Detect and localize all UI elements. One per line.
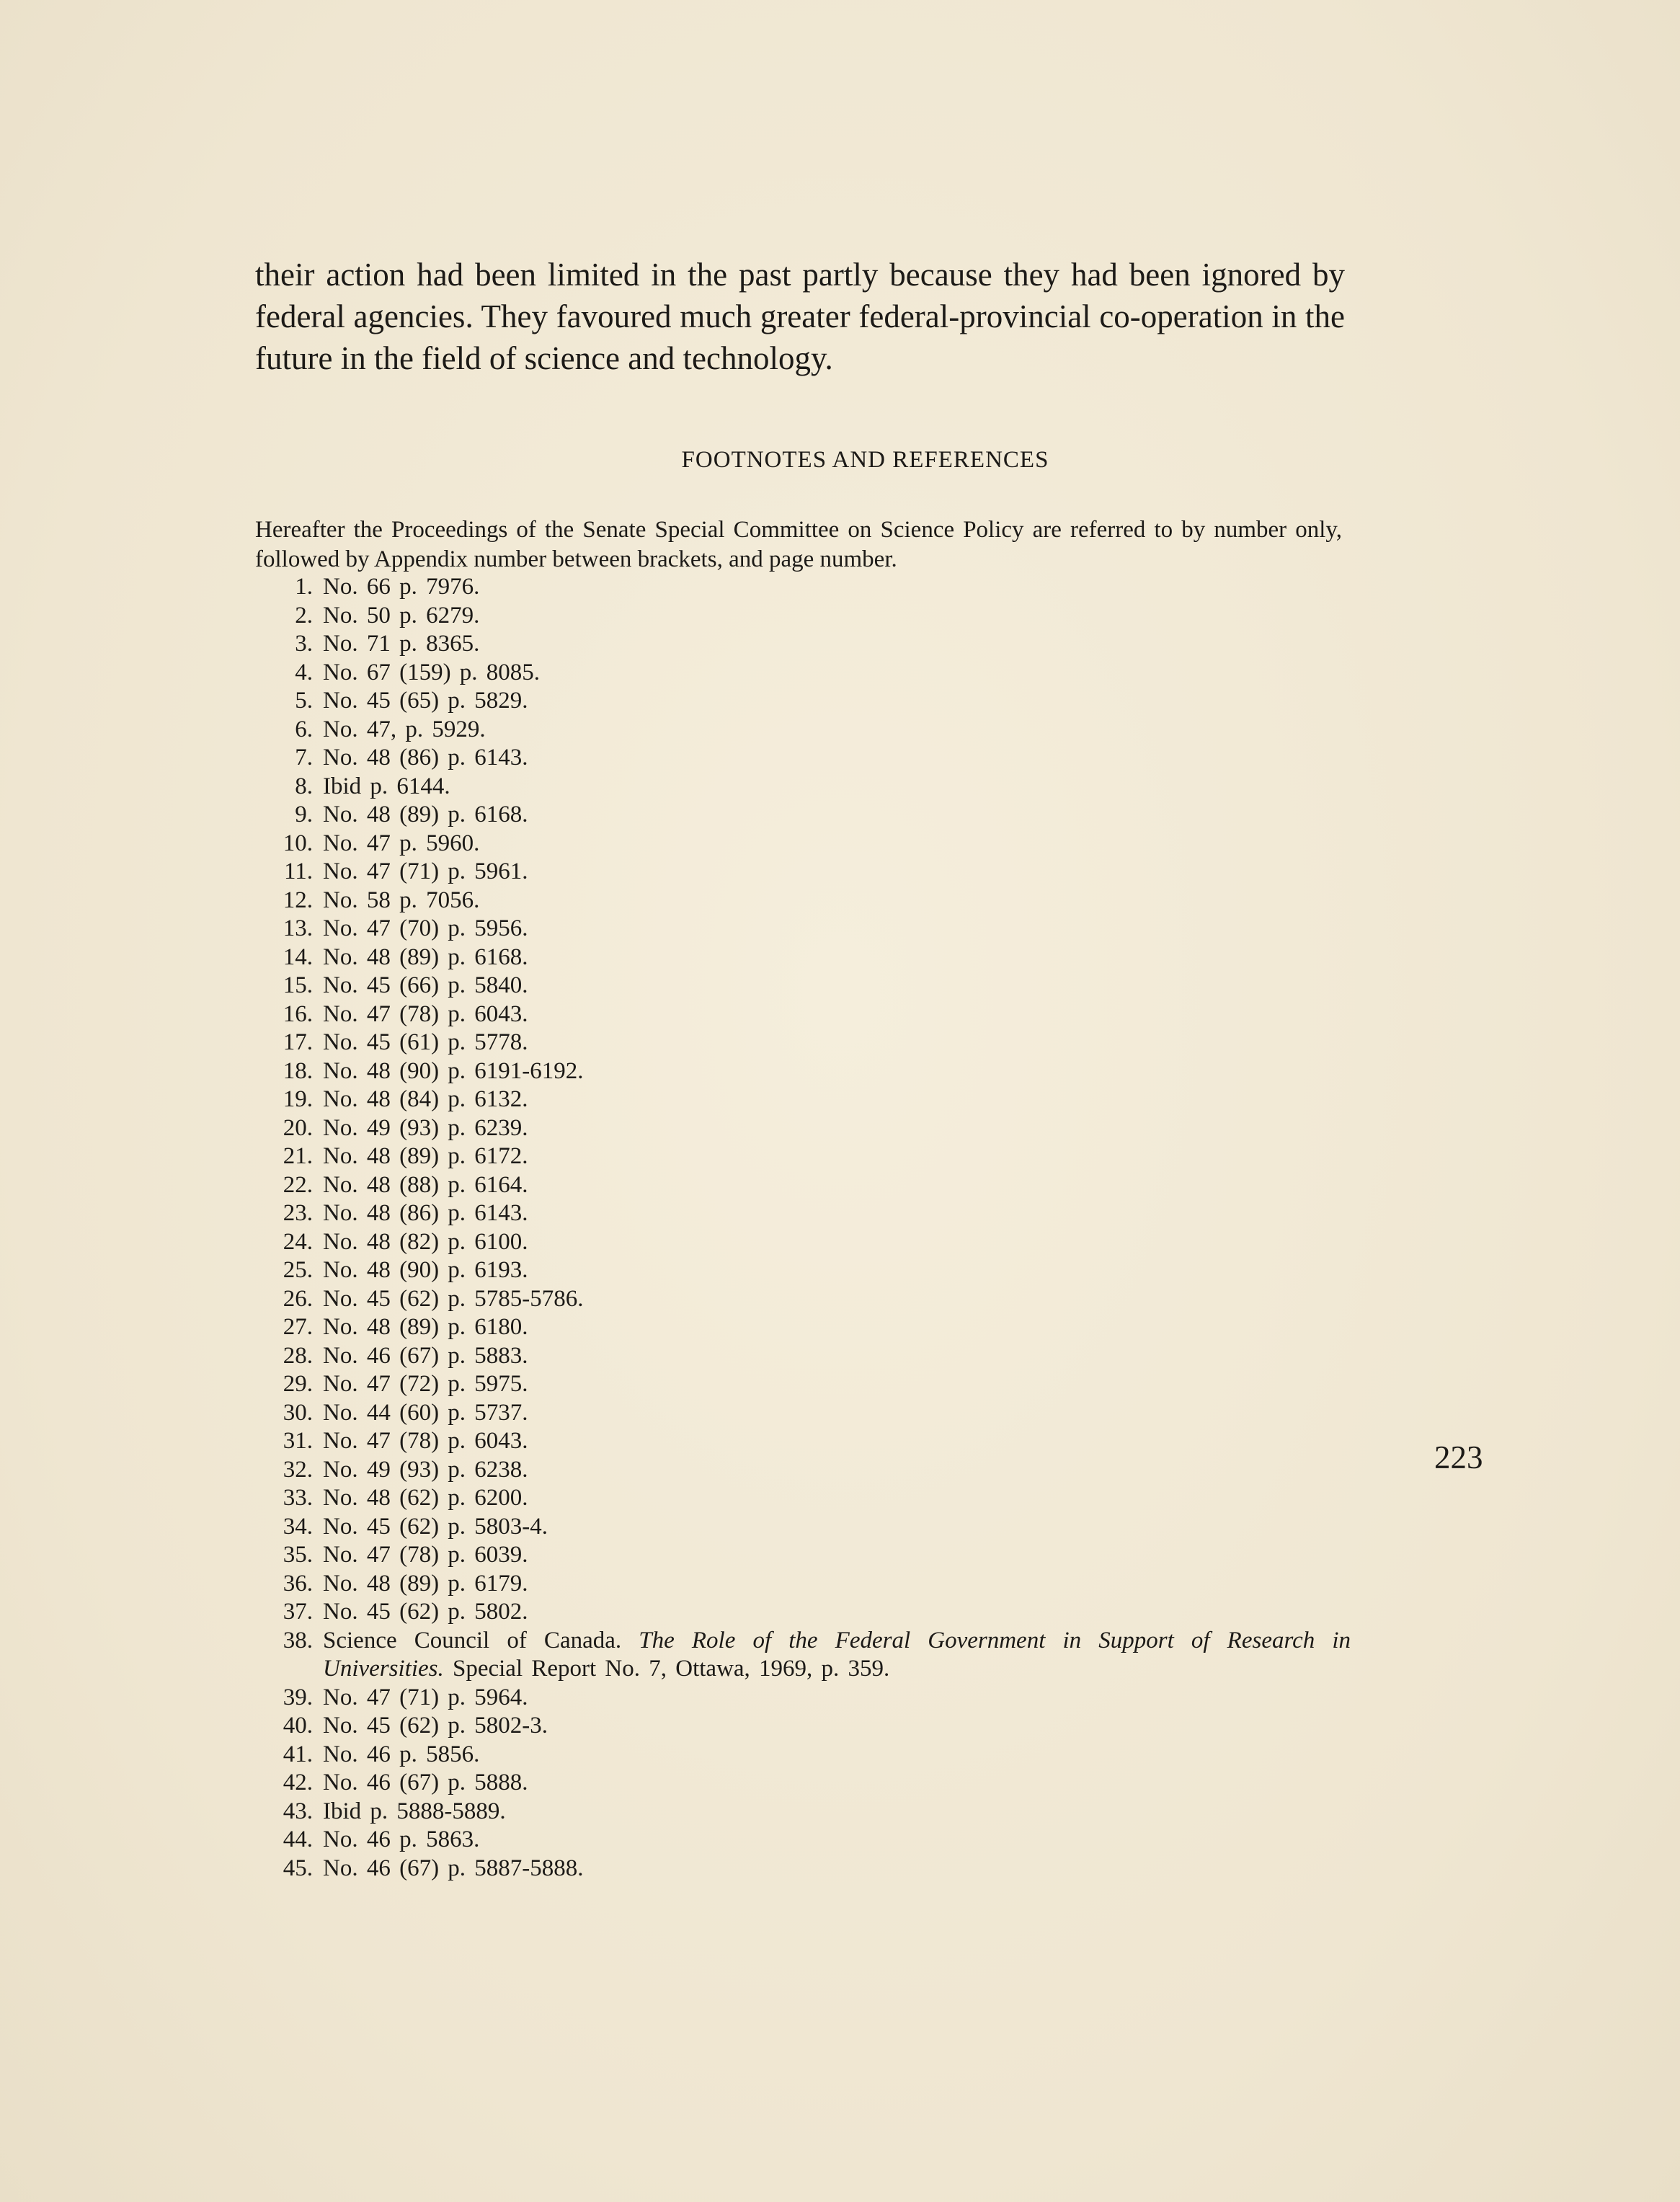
footnote-number: 2. xyxy=(295,602,313,629)
footnote-item xyxy=(255,1712,1351,1741)
footnote-text: No. 48 (89) p. 6172. xyxy=(323,1143,528,1169)
footnote-number: 19. xyxy=(283,1086,313,1112)
footnote-number: 33. xyxy=(283,1485,313,1511)
footnote-text: No. 48 (88) p. 6164. xyxy=(323,1171,528,1198)
footnote-text: No. 45 (66) p. 5840. xyxy=(323,972,528,998)
footnote-text: No. 49 (93) p. 6238. xyxy=(323,1456,528,1483)
footnote-number: 17. xyxy=(283,1029,313,1055)
footnote-item xyxy=(255,1228,1351,1257)
footnote-number: 3. xyxy=(295,631,313,657)
footnote-item xyxy=(255,716,1351,745)
footnote-number: 26. xyxy=(283,1285,313,1312)
footnote-text: No. 67 (159) p. 8085. xyxy=(323,659,541,685)
footnote-item xyxy=(255,1570,1351,1599)
footnote-number: 9. xyxy=(295,802,313,827)
footnote-item xyxy=(255,773,1351,802)
footnote-item xyxy=(255,1285,1351,1314)
footnote-number: 21. xyxy=(283,1143,313,1169)
footnote-number: 44. xyxy=(283,1826,313,1852)
footnote-text: No. 47 (72) p. 5975. xyxy=(323,1371,528,1397)
footnote-text: No. 47 p. 5960. xyxy=(323,830,480,856)
footnotes-heading: FOOTNOTES AND REFERENCES xyxy=(681,447,1049,473)
footnote-author: Science Council of Canada. xyxy=(323,1627,622,1653)
footnote-item xyxy=(255,858,1351,887)
footnote-number: 39. xyxy=(283,1684,313,1710)
footnote-number: 32. xyxy=(283,1456,313,1483)
footnote-item xyxy=(255,1684,1351,1713)
footnote-text: No. 48 (90) p. 6193. xyxy=(323,1257,528,1283)
intro-paragraph: their action had been limited in the past partly because they had been ignored by federal agencies. They favoured much greater federal-provincial co-operation in the future in the field of science and technology. xyxy=(255,257,1345,376)
footnote-list xyxy=(255,573,1351,1883)
footnote-item xyxy=(255,1598,1351,1627)
footnote-item xyxy=(255,1399,1351,1428)
footnote-text: No. 47, p. 5929. xyxy=(323,716,486,742)
footnote-number: 11. xyxy=(283,858,313,884)
footnote-text: No. 48 (89) p. 6168. xyxy=(323,944,528,970)
footnote-text: No. 47 (78) p. 6039. xyxy=(323,1542,528,1568)
footnote-text: No. 48 (84) p. 6132. xyxy=(323,1086,528,1112)
footnote-text: No. 48 (86) p. 6143. xyxy=(323,745,528,771)
footnote-text: No. 46 (67) p. 5888. xyxy=(323,1770,528,1795)
footnote-number: 6. xyxy=(295,716,313,742)
footnote-item xyxy=(255,972,1351,1000)
footnote-item xyxy=(255,1342,1351,1371)
footnote-number: 38. xyxy=(283,1627,313,1653)
footnote-number: 25. xyxy=(283,1257,313,1283)
footnote-number: 41. xyxy=(283,1741,313,1767)
footnote-item xyxy=(255,1769,1351,1798)
footnote-item xyxy=(255,915,1351,944)
footnote-text: No. 46 (67) p. 5883. xyxy=(323,1342,528,1369)
page-number: 223 xyxy=(1434,1439,1483,1475)
footnote-item xyxy=(255,1313,1351,1342)
footnote-number: 8. xyxy=(295,773,313,799)
footnote-number: 18. xyxy=(283,1057,313,1084)
footnote-text: No. 46 (67) p. 5887-5888. xyxy=(323,1855,584,1881)
footnote-item xyxy=(255,1000,1351,1029)
footnote-text: No. 45 (65) p. 5829. xyxy=(323,688,528,714)
footnote-item xyxy=(255,887,1351,915)
footnote-number: 42. xyxy=(283,1770,313,1795)
footnote-number: 30. xyxy=(283,1399,313,1426)
footnote-number: 12. xyxy=(283,887,313,913)
footnote-text: Ibid p. 5888-5889. xyxy=(323,1798,506,1824)
footnote-number: 4. xyxy=(295,659,313,685)
footnote-number: 15. xyxy=(283,972,313,998)
footnote-number: 5. xyxy=(295,688,313,714)
footnote-number: 16. xyxy=(283,1000,313,1027)
footnote-number: 36. xyxy=(283,1570,313,1597)
footnote-number: 27. xyxy=(283,1314,313,1340)
footnote-item xyxy=(255,1484,1351,1513)
footnote-text: No. 45 (62) p. 5802-3. xyxy=(323,1713,548,1739)
footnote-text: No. 48 (62) p. 6200. xyxy=(323,1485,528,1511)
footnote-text: No. 48 (86) p. 6143. xyxy=(323,1200,528,1226)
footnote-number: 7. xyxy=(295,745,313,771)
footnote-item xyxy=(255,744,1351,773)
footnote-item xyxy=(255,1456,1351,1485)
footnote-item xyxy=(255,1627,1351,1684)
footnote-text: No. 46 p. 5856. xyxy=(323,1741,480,1767)
footnote-item xyxy=(255,687,1351,716)
footnote-item xyxy=(255,602,1351,631)
footnote-number: 10. xyxy=(283,830,313,856)
footnote-text: Ibid p. 6144. xyxy=(323,773,450,799)
footnote-item xyxy=(255,1513,1351,1542)
footnote-number: 22. xyxy=(283,1171,313,1198)
footnote-text: No. 50 p. 6279. xyxy=(323,602,480,629)
footnote-source: Special Report No. 7, Ottawa, 1969, p. 359. xyxy=(452,1656,890,1682)
footnote-item xyxy=(255,1086,1351,1114)
footnote-number: 40. xyxy=(283,1713,313,1739)
footnote-item xyxy=(255,659,1351,688)
footnote-text: No. 47 (78) p. 6043. xyxy=(323,1428,528,1454)
footnote-text xyxy=(323,1627,1351,1684)
footnote-text: No. 58 p. 7056. xyxy=(323,887,480,913)
footnote-item xyxy=(255,1798,1351,1826)
footnote-item xyxy=(255,1826,1351,1855)
footnote-text: No. 48 (89) p. 6180. xyxy=(323,1314,528,1340)
footnote-text: No. 66 p. 7976. xyxy=(323,574,480,600)
footnote-number: 29. xyxy=(283,1371,313,1397)
footnote-item xyxy=(255,1427,1351,1456)
footnote-text: No. 47 (71) p. 5964. xyxy=(323,1684,528,1710)
footnote-item xyxy=(255,1029,1351,1057)
footnote-number: 20. xyxy=(283,1114,313,1141)
footnote-text: No. 46 p. 5863. xyxy=(323,1826,480,1852)
footnote-number: 31. xyxy=(283,1428,313,1454)
footnote-item xyxy=(255,1171,1351,1200)
footnote-number: 37. xyxy=(283,1599,313,1625)
footnote-text: No. 47 (70) p. 5956. xyxy=(323,915,528,941)
footnotes-preamble: Hereafter the Proceedings of the Senate Special Committee on Science Policy are referred to by number only, followed by Appendix number between brackets, and page number. xyxy=(255,517,1342,572)
footnote-item xyxy=(255,1199,1351,1228)
footnote-text: No. 48 (82) p. 6100. xyxy=(323,1228,528,1255)
footnote-number: 14. xyxy=(283,944,313,970)
footnote-item xyxy=(255,573,1351,602)
footnote-text: No. 49 (93) p. 6239. xyxy=(323,1114,528,1141)
footnote-item xyxy=(255,830,1351,858)
footnote-item xyxy=(255,944,1351,972)
footnote-text: No. 71 p. 8365. xyxy=(323,631,480,657)
footnote-item xyxy=(255,801,1351,830)
footnote-number: 1. xyxy=(295,574,313,600)
footnote-item xyxy=(255,1142,1351,1171)
footnote-text: No. 45 (62) p. 5803-4. xyxy=(323,1513,548,1540)
footnote-text: No. 45 (62) p. 5802. xyxy=(323,1599,528,1625)
footnote-text: No. 45 (62) p. 5785-5786. xyxy=(323,1285,584,1312)
footnote-number: 13. xyxy=(283,915,313,941)
footnote-text: No. 47 (71) p. 5961. xyxy=(323,858,528,884)
footnote-number: 34. xyxy=(283,1513,313,1540)
footnote-item xyxy=(255,1370,1351,1399)
footnote-number: 28. xyxy=(283,1342,313,1369)
footnote-text: No. 47 (78) p. 6043. xyxy=(323,1000,528,1027)
footnote-item xyxy=(255,1057,1351,1086)
footnote-text: No. 48 (89) p. 6168. xyxy=(323,802,528,827)
footnote-text: No. 48 (90) p. 6191-6192. xyxy=(323,1057,584,1084)
footnote-item xyxy=(255,1256,1351,1285)
footnote-text: No. 48 (89) p. 6179. xyxy=(323,1570,528,1597)
footnote-item xyxy=(255,1541,1351,1570)
footnote-number: 23. xyxy=(283,1200,313,1226)
footnote-number: 45. xyxy=(283,1855,313,1881)
footnote-item xyxy=(255,630,1351,659)
footnote-number: 35. xyxy=(283,1542,313,1568)
footnote-item xyxy=(255,1741,1351,1770)
footnote-item xyxy=(255,1114,1351,1143)
footnote-item xyxy=(255,1855,1351,1883)
footnote-text: No. 44 (60) p. 5737. xyxy=(323,1399,528,1426)
footnote-title: The Role of the Federal Government in Support of Research in Universities. xyxy=(323,1627,1351,1682)
footnote-number: 43. xyxy=(283,1798,313,1824)
footnote-text: No. 45 (61) p. 5778. xyxy=(323,1029,528,1055)
footnote-number: 24. xyxy=(283,1228,313,1255)
